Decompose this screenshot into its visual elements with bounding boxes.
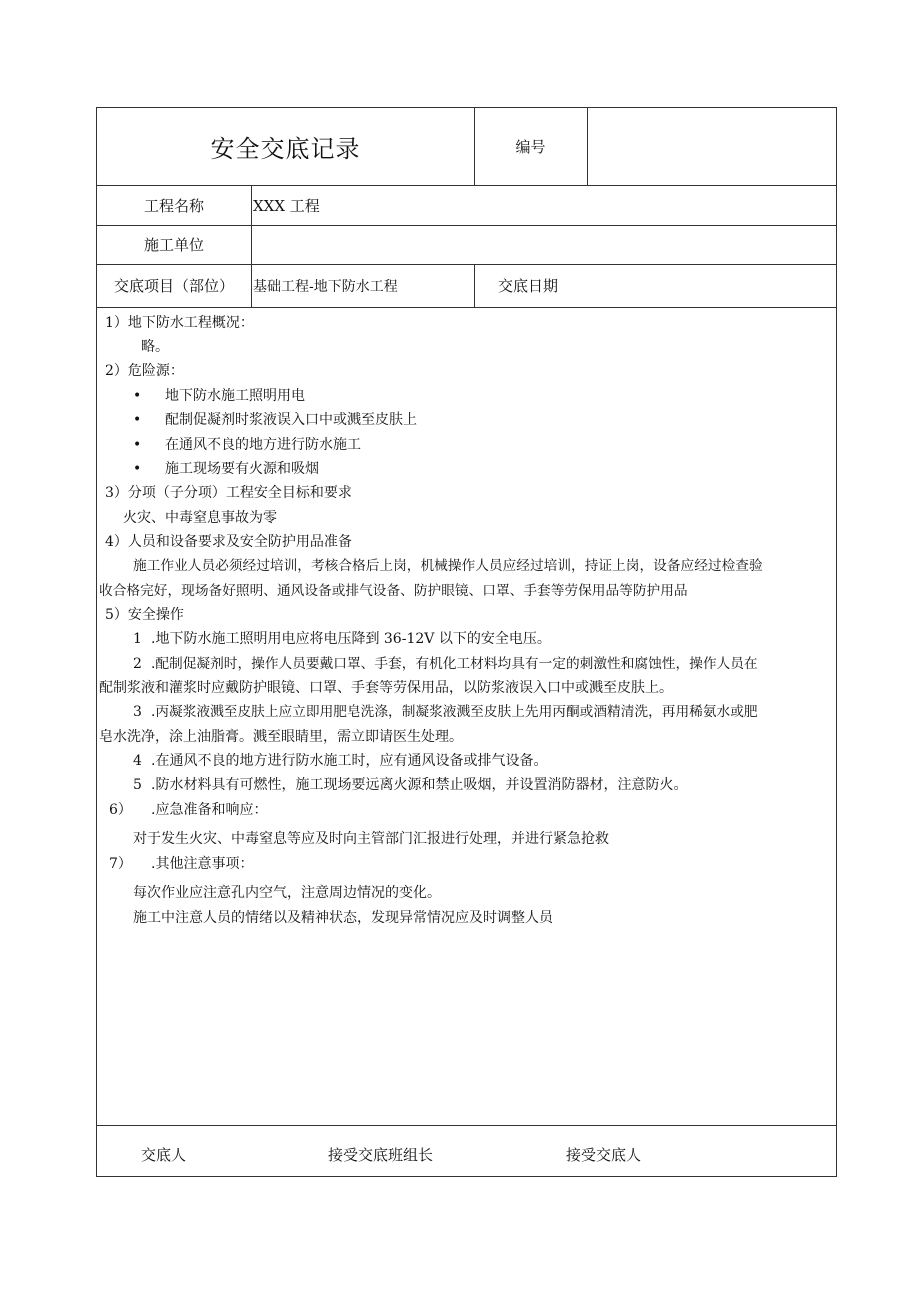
list-item: 在通风不良的地方进行防水施工 (165, 437, 361, 453)
presenter-label: 交底人 (141, 1146, 187, 1164)
item-number: 1 (133, 631, 142, 647)
section-title: .应急准备和响应： (151, 802, 268, 818)
number-value[interactable] (587, 108, 837, 185)
item-value[interactable]: 基础工程-地下防水工程 (253, 278, 398, 295)
section-title: 4）人员和设备要求及安全防护用品准备 (105, 534, 352, 550)
number-label: 编号 (515, 138, 546, 156)
section-text: 收合格完好，现场备好照明、通风设备或排气设备、防护眼镜、口罩、手套等劳保用品等防护用品 (99, 583, 688, 599)
section-title: 5）安全操作 (105, 607, 184, 623)
contractor-value[interactable] (253, 225, 833, 264)
section-text: 火灾、中毒窒息事故为零 (123, 510, 277, 526)
item-number: 3 (133, 704, 142, 720)
item-text: 配制浆液和灌浆时应戴防护眼镜、口罩、手套等劳保用品，以防浆液误入口中或溅至皮肤上。 (99, 680, 673, 696)
item-text: .防水材料具有可燃性，施工现场要远离火源和禁止吸烟，并设置消防器材，注意防火。 (151, 777, 688, 793)
item-text: 皂水洗净，涂上油脂膏。溅至眼睛里，需立即请医生处理。 (99, 729, 463, 745)
section-number: 7） (109, 856, 132, 872)
section-title: 2）危险源： (105, 363, 184, 379)
list-item: 施工现场要有火源和吸烟 (165, 461, 319, 477)
project-name-label: 工程名称 (143, 196, 204, 215)
bullet-icon: • (133, 461, 142, 477)
section-text: 施工中注意人员的情绪以及精神状态，发现异常情况应及时调整人员 (133, 910, 553, 926)
col-divider (474, 264, 475, 307)
date-label: 交底日期 (498, 277, 559, 295)
item-text: .配制促凝剂时，操作人员要戴口罩、手套，有机化工材料均具有一定的刺激性和腐蚀性，操作人员在 (151, 656, 758, 672)
bullet-icon: • (133, 437, 142, 453)
section-title: 1）地下防水工程概况： (105, 315, 254, 331)
item-text: .地下防水施工照明用电应将电压降到 36-12V 以下的安全电压。 (151, 631, 551, 647)
section-title: .其他注意事项： (151, 856, 254, 872)
project-name-value[interactable]: XXX 工程 (253, 196, 320, 215)
section-text: 对于发生火灾、中毒窒息等应及时向主管部门汇报进行处理，并进行紧急抢救 (133, 831, 609, 847)
section-number: 6） (109, 802, 132, 818)
bullet-icon: • (133, 388, 142, 404)
receiver-label: 接受交底人 (566, 1146, 642, 1164)
section-text: 每次作业应注意孔内空气，注意周边情况的变化。 (133, 885, 441, 901)
list-item: 地下防水施工照明用电 (165, 388, 305, 404)
bullet-icon: • (133, 412, 142, 428)
row-divider (97, 1125, 836, 1126)
date-value[interactable] (617, 264, 827, 307)
item-text: .在通风不良的地方进行防水施工时，应有通风设备或排气设备。 (151, 753, 548, 769)
item-number: 5 (133, 777, 142, 793)
form-title: 安全交底记录 (210, 135, 361, 163)
team-leader-label: 接受交底班组长 (328, 1146, 434, 1164)
item-number: 2 (133, 656, 142, 672)
section-title: 3）分项（子分项）工程安全目标和要求 (105, 485, 352, 501)
contractor-label: 施工单位 (143, 236, 204, 254)
item-text: .丙凝浆液溅至皮肤上应立即用肥皂洗涤，制凝浆液溅至皮肤上先用丙酮或酒精清洗，再用稀氨水或肥 (151, 704, 758, 720)
safety-briefing-form (96, 107, 837, 1177)
item-label: 交底项目（部位） (113, 277, 234, 295)
list-item: 配制促凝剂时浆液误入口中或溅至皮肤上 (165, 412, 417, 428)
row-divider (97, 307, 836, 308)
section-text: 略。 (141, 339, 169, 355)
col-divider (251, 185, 252, 307)
section-text: 施工作业人员必须经过培训，考核合格后上岗，机械操作人员应经过培训，持证上岗，设备应经过检查验 (133, 558, 763, 574)
item-number: 4 (133, 753, 142, 769)
